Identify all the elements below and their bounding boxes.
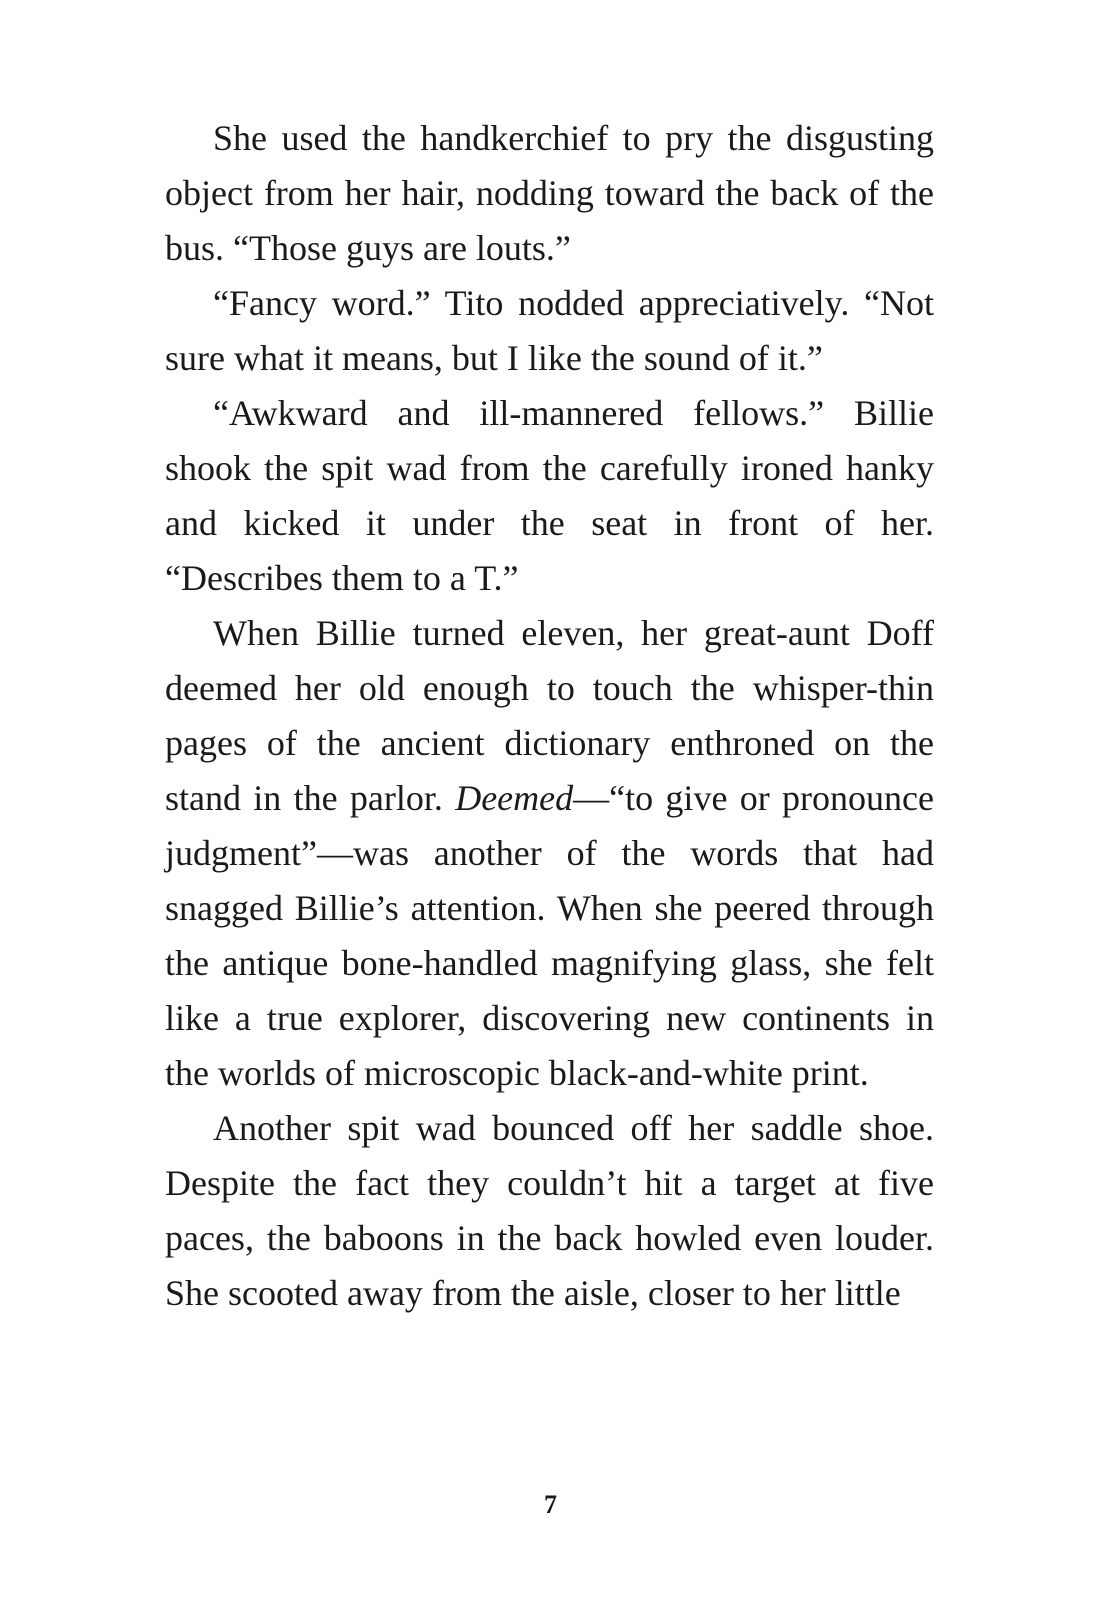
paragraph: [165, 606, 934, 1101]
italic-word: Deemed: [455, 778, 574, 818]
page-number: 7: [544, 1490, 557, 1519]
paragraph: “Fancy word.” Tito nodded appreciatively. “Not sure what it means, but I like the sound of it.”: [165, 283, 934, 378]
paragraph-text: —“to give or pronounce judgment”—was another of the words that had snagged Billie’s attention. When she peered through the antique bone-handled magnifying glass, she felt like a true explorer, discovering new continents in the worlds of microscopic black-and-white print.: [165, 778, 934, 1093]
paragraph: “Awkward and ill-mannered fellows.” Billie shook the spit wad from the carefully ironed hanky and kicked it under the seat in front of her. “Describes them to a T.”: [165, 393, 934, 598]
body-text: [165, 111, 934, 1321]
paragraph-text: When Billie turned eleven, her great-aunt Doff deemed her old enough to touch the whisper-thin pages of the ancient dictionary enthroned on the stand in the parlor.: [165, 613, 934, 818]
paragraph: She used the handkerchief to pry the disgusting object from her hair, nodding toward the back of the bus. “Those guys are louts.”: [165, 118, 934, 268]
paragraph: Another spit wad bounced off her saddle shoe. Despite the fact they couldn’t hit a target at five paces, the baboons in the back howled even louder. She scooted away from the aisle, closer to her little: [165, 1108, 934, 1313]
